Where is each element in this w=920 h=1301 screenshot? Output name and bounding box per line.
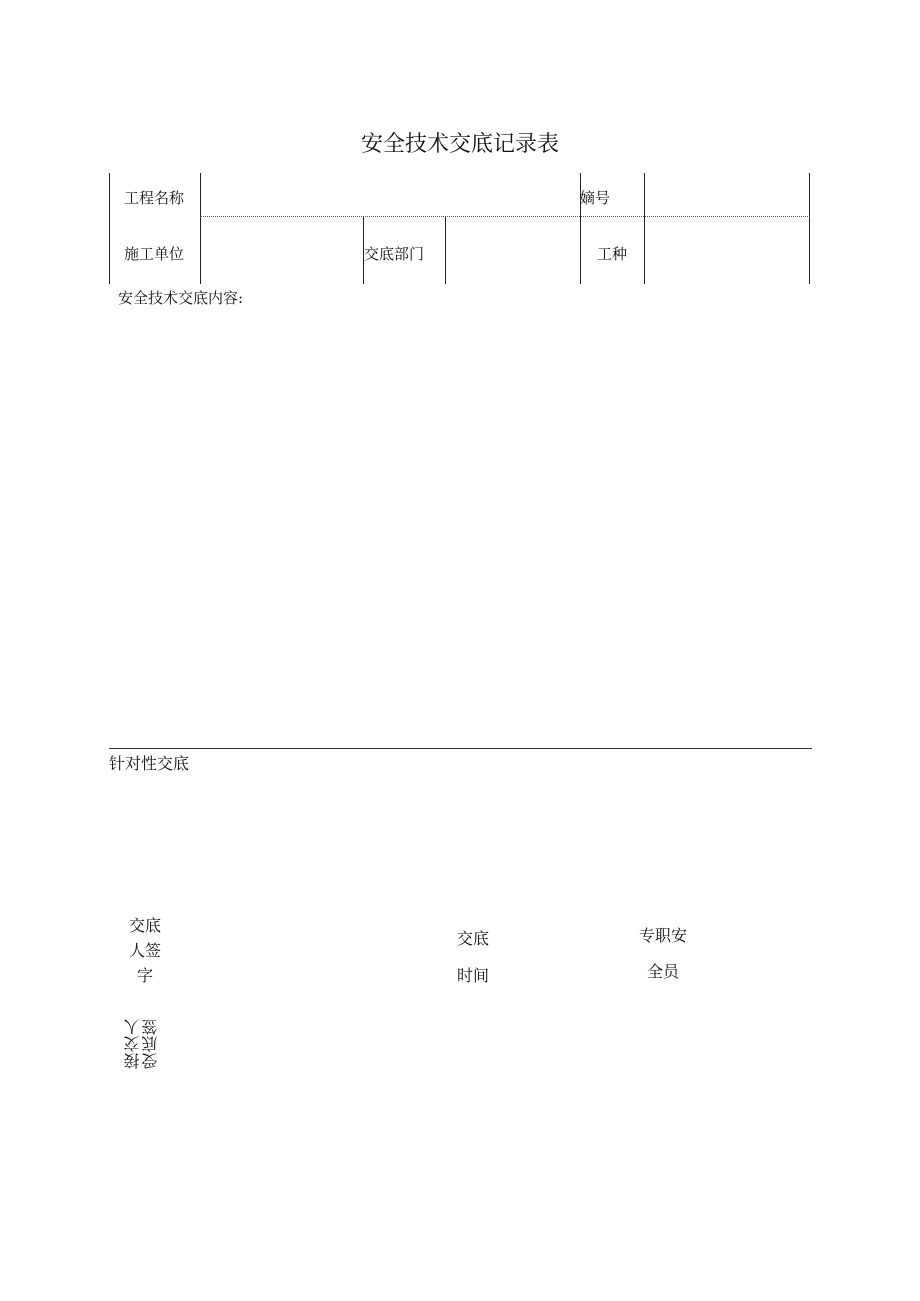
table-row-separator: [200, 216, 810, 217]
table-divider: [644, 173, 645, 284]
safety-content-label: 安全技术交底内容:: [118, 289, 244, 307]
time-label-line: 时间: [457, 966, 490, 985]
table-border-right: [809, 173, 810, 284]
receiver-signature-label: [124, 1018, 160, 1069]
targeted-disclosure-label: 针对性交底: [109, 754, 190, 773]
number-label: 嫡号: [580, 189, 611, 207]
time-label-line: 交底: [457, 929, 490, 948]
receiver-label-column: 接交人: [123, 1018, 142, 1069]
section-divider: [109, 748, 812, 749]
officer-label-line: 全员: [646, 962, 679, 981]
table-divider: [200, 173, 201, 284]
page-title: 安全技术交底记录表: [360, 132, 559, 157]
discloser-signature-label: [127, 913, 163, 988]
safety-officer-label: [637, 918, 689, 990]
project-name-label: 工程名称: [124, 189, 185, 207]
disclosure-dept-label: 交底部门: [364, 245, 425, 263]
officer-label-line: 专职安: [638, 926, 687, 945]
construction-unit-label: 施工单位: [124, 245, 185, 263]
discloser-label-line: 交底: [128, 916, 161, 935]
table-border-left: [109, 173, 110, 284]
discloser-label-line: 人签: [128, 941, 161, 960]
receiver-label-column: 受底签: [141, 1018, 160, 1069]
work-type-label: 工种: [597, 245, 628, 263]
disclosure-time-label: [457, 920, 489, 994]
discloser-label-line: 字: [136, 966, 153, 985]
table-divider: [445, 217, 446, 284]
